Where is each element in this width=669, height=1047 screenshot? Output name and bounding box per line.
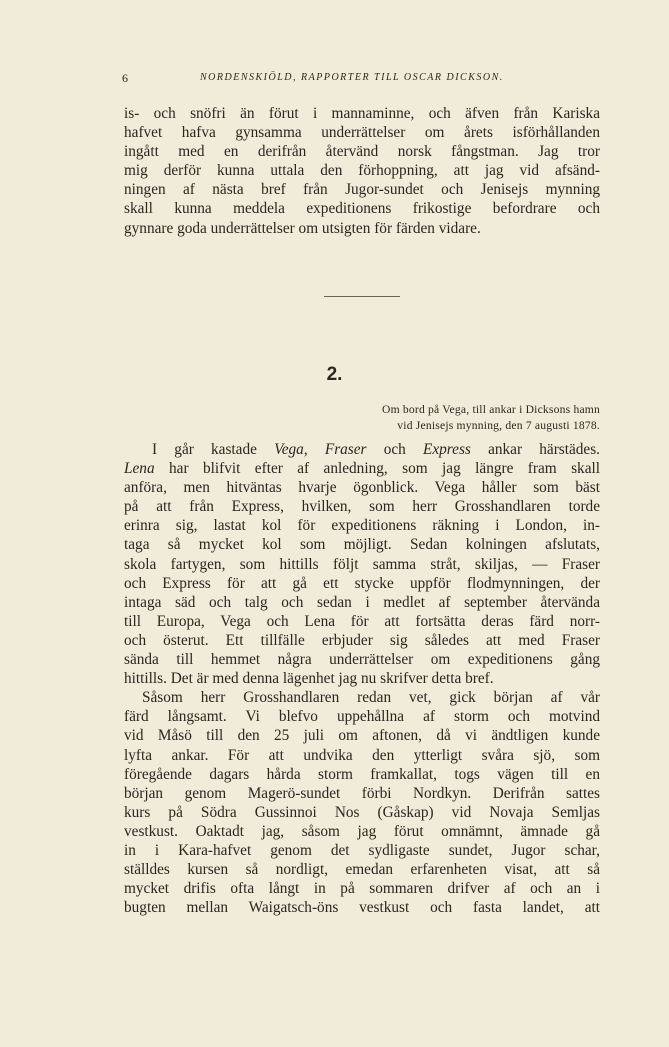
text-line: skola fartygen, som hittills följt samma stråt, skiljas, — Fraser bbox=[124, 555, 600, 573]
text-line: kurs på Södra Gussinnoi Nos (Gåskap) vid Novaja Semljas bbox=[124, 803, 600, 821]
text-line: hafvet hafva gynsamma underrättelser om årets isförhållanden bbox=[124, 124, 600, 142]
text-line: till Europa, Vega och Lena för att fortsätta deras färd norr- bbox=[124, 612, 600, 630]
ship-name-fraser: Fraser bbox=[324, 441, 367, 458]
text-line: ingått med en derifrån återvänd norsk fångstman. Jag tror bbox=[124, 143, 600, 161]
text-run: ankar härstädes. bbox=[470, 441, 600, 458]
text-line: färd långsamt. Vi blefvo uppehållna af storm och motvind bbox=[124, 708, 600, 726]
text-line: lyfta ankar. För att undvika den ytterligt svåra sjö, som bbox=[124, 746, 600, 764]
text-line: hittills. Det är med denna lägenhet jag nu skrifver detta bref. bbox=[124, 670, 494, 688]
text-line: ningen af nästa bref från Jugor-sundet och Jenisejs mynning bbox=[124, 181, 600, 199]
section-number: 2. bbox=[326, 364, 343, 385]
text-line: sända till hemmet några underrättelser om expeditionens gång bbox=[124, 651, 600, 669]
text-line: erinra sig, lastat kol för expeditionens räkning i London, in- bbox=[124, 517, 600, 535]
section-divider bbox=[324, 296, 400, 297]
letter-1-closing-paragraph bbox=[124, 104, 600, 238]
text-line: på att från Express, hvilken, som herr Grosshandlaren torde bbox=[124, 498, 600, 516]
text-line: bugten mellan Waigatsch-öns vestkust och fasta landet, att bbox=[124, 899, 600, 917]
text-run: I går kastade bbox=[152, 441, 275, 458]
dateline-date: vid Jenisejs mynning, den 7 augusti 1878. bbox=[397, 419, 600, 432]
text-line: vid Måsö till den 25 juli om aftonen, då vi ändtligen kunde bbox=[124, 727, 600, 745]
text-line: föregående dagars hårda storm framkallat, togs vägen till en bbox=[124, 765, 600, 783]
letter-2-body bbox=[124, 440, 600, 917]
dateline-place: Om bord på Vega, till ankar i Dicksons hamn bbox=[382, 403, 600, 416]
text-line: intaga säd och talg och sedan i medlet af september återvända bbox=[124, 593, 600, 611]
text-line: gynnare goda underrättelser om utsigten för färden vidare. bbox=[124, 219, 481, 237]
page-header bbox=[122, 72, 562, 88]
ship-name-lena: Lena bbox=[124, 460, 155, 478]
text-line: anföra, men hitväntas hvarje ögonblick. Vega håller som bäst bbox=[124, 479, 600, 497]
text-line: och Express för att gå ett stycke uppför flodmynningen, der bbox=[124, 574, 600, 592]
text-line: mig derför kunna uttala den förhoppning, att jag vid afsänd- bbox=[124, 162, 600, 180]
text-run: har blifvit efter af anledning, som jag längre fram skall bbox=[154, 460, 600, 478]
text-line: in i Kara-hafvet genom det sydligaste sundet, Jugor schar, bbox=[124, 841, 600, 859]
text-line bbox=[124, 459, 600, 478]
ship-name-vega: Vega, bbox=[274, 441, 308, 458]
text-line: och österut. Ett tillfälle erbjuder sig således att med Fraser bbox=[124, 631, 600, 649]
text-line: ställdes kursen så nordligt, emedan erfarenheten visat, att så bbox=[124, 861, 600, 879]
page-number: 6 bbox=[122, 71, 128, 85]
text-run: och bbox=[366, 441, 424, 458]
text-line: skall kunna meddela expeditionens frikostige befordrare och bbox=[124, 200, 600, 218]
text-line: början genom Magerö-sundet förbi Nordkyn. Derifrån sattes bbox=[124, 784, 600, 802]
running-title: NORDENSKIÖLD, RAPPORTER TILL OSCAR DICKSON. bbox=[200, 72, 504, 83]
text-line: mycket drifis ofta långt in på sommaren drifver af och an i bbox=[124, 880, 600, 898]
text-line: taga så mycket kol som möjligt. Sedan kolningen afslutats, bbox=[124, 536, 600, 554]
ship-name-express: Express bbox=[423, 441, 471, 458]
text-line: vestkust. Oaktadt jag, såsom jag förut omnämnt, ämnade gå bbox=[124, 822, 600, 840]
text-line bbox=[124, 440, 600, 459]
text-line: Såsom herr Grosshandlaren redan vet, gick början af vår bbox=[142, 689, 600, 707]
text-line: is- och snöfri än förut i mannaminne, och äfven från Kariska bbox=[124, 105, 600, 122]
